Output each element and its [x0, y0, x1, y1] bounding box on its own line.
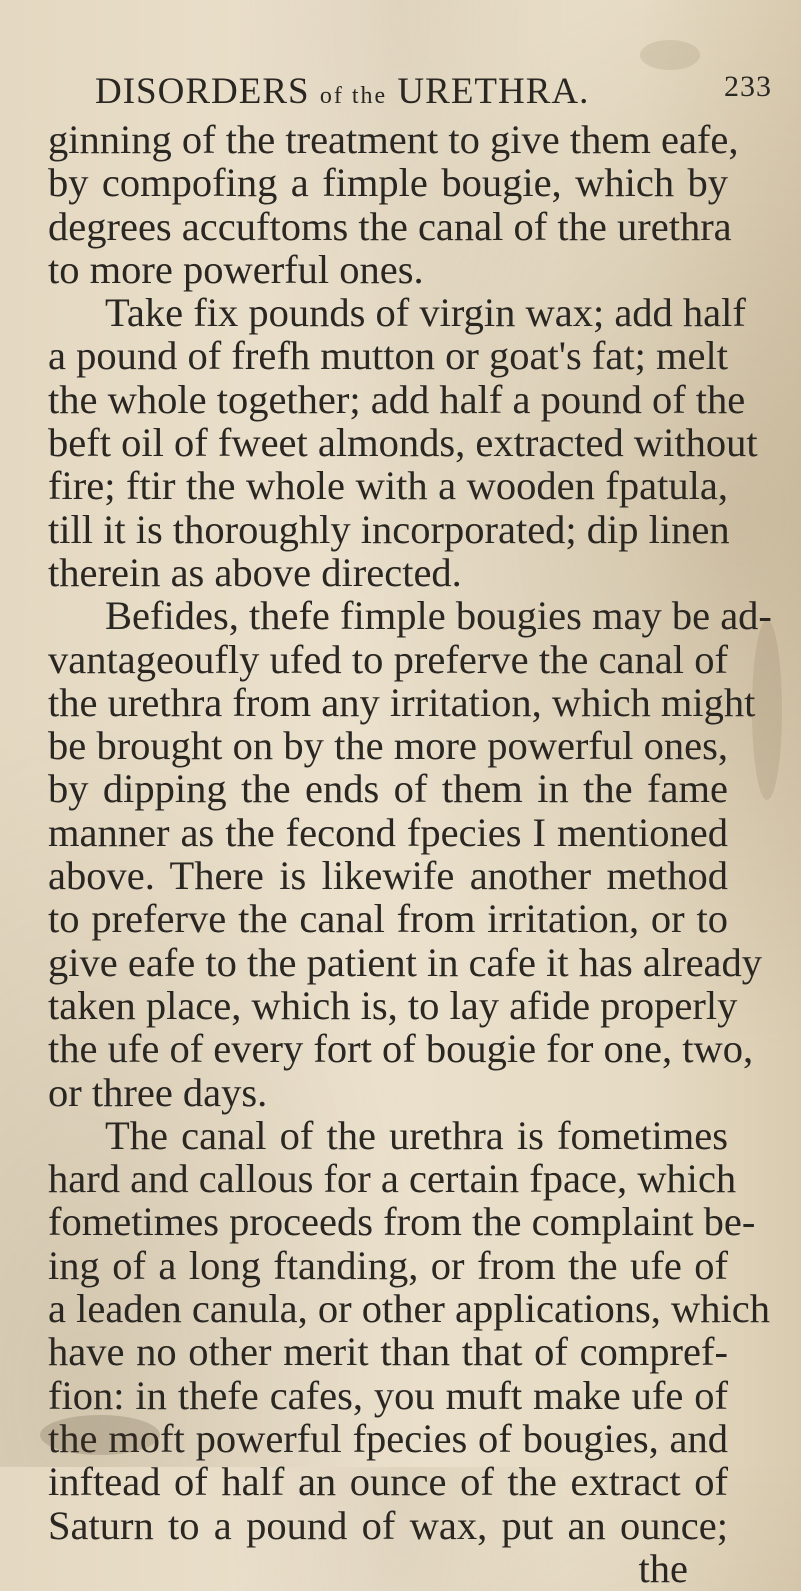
text-line: a leaden canula, or other applications, which — [48, 1286, 770, 1332]
text-line: give eafe to the patient in cafe it has already — [48, 939, 763, 985]
paper-stain — [752, 620, 782, 800]
text-line: the moft powerful fpecies of bougies, and — [48, 1415, 728, 1461]
text-line: beft oil of fweet almonds, extracted without — [48, 420, 758, 466]
text-line: fometimes proceeds from the complaint be- — [48, 1199, 756, 1245]
text-line: fire; ftir the whole with a wooden fpatula, — [48, 463, 728, 509]
running-head-of: of the — [319, 83, 388, 109]
text-line: the whole together; add half a pound of the — [48, 376, 746, 422]
text-line: to preferve the canal from irritation, or to — [48, 896, 728, 942]
text-line: the ufe of every fort of bougie for one, two, — [48, 1026, 754, 1072]
text-line: fion: in thefe cafes, you muft make ufe of — [48, 1372, 728, 1418]
text-line: by compofing a fimple bougie, which by — [48, 160, 728, 206]
text-line: taken place, which is, to lay afide properly — [48, 982, 738, 1028]
paper-stain — [40, 1415, 160, 1455]
text-line: Befides, thefe fimple bougies may be ad- — [105, 593, 772, 639]
text-line: have no other merit than that of compref- — [48, 1329, 728, 1375]
text-line: ing of a long ftanding, or from the ufe of — [48, 1242, 728, 1288]
text-line: the urethra from any irritation, which might — [48, 679, 756, 725]
text-line: Saturn to a pound of wax, put an ounce; — [48, 1502, 728, 1548]
text-line: by dipping the ends of them in the fame — [48, 766, 728, 812]
body-text — [48, 117, 772, 1591]
running-head-title-part1: DISORDERS — [95, 71, 310, 112]
text-line: ginning of the treatment to give them eafe, — [48, 117, 739, 162]
catchword: the — [638, 1545, 688, 1591]
text-line: therein as above directed. — [48, 549, 462, 595]
text-line: vantageoufly ufed to preferve the canal of — [48, 636, 728, 682]
text-line: be brought on by the more powerful ones, — [48, 723, 728, 769]
page-number: 233 — [724, 70, 772, 103]
text-line: The canal of the urethra is fometimes — [105, 1112, 728, 1158]
text-line: to more powerful ones. — [48, 246, 424, 292]
text-line: degrees accuftoms the canal of the urethra — [48, 203, 732, 249]
text-line: hard and callous for a certain fpace, which — [48, 1156, 737, 1202]
text-line: Take fix pounds of virgin wax; add half — [105, 290, 746, 336]
text-line: a pound of frefh mutton or goat's fat; melt — [48, 333, 728, 379]
text-line: manner as the fecond fpecies I mentioned — [48, 809, 728, 855]
text-line: till it is thoroughly incorporated; dip linen — [48, 506, 730, 552]
text-line: or three days. — [48, 1069, 268, 1115]
running-head-title-part2: URETHRA. — [397, 71, 590, 112]
text-line: above. There is likewife another method — [48, 853, 728, 899]
text-line: inftead of half an ounce of the extract of — [48, 1459, 728, 1505]
paper-stain — [640, 40, 700, 70]
running-head — [95, 70, 772, 120]
